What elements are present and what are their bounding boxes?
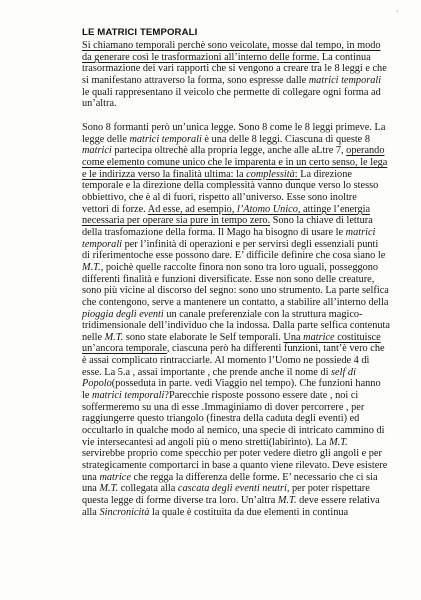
text-line xyxy=(82,343,418,355)
paragraph-body xyxy=(82,122,418,518)
text-line xyxy=(82,378,418,390)
text-line xyxy=(82,180,418,192)
text-line xyxy=(82,52,418,64)
text-line xyxy=(82,367,418,379)
text-run: è una delle 8 leggi. Ciascuna di queste 8 xyxy=(201,133,370,145)
text-line xyxy=(82,145,418,157)
text-run: vie intersecantesi ad angoli più o meno stretti(labirinto). La xyxy=(82,436,330,448)
text-run: collegata alla xyxy=(118,483,178,495)
text-line xyxy=(82,437,418,449)
text-run: una xyxy=(82,471,100,483)
text-run: deve essere relativa xyxy=(296,495,380,506)
text-run: di riferimentoche esse possono dare. E’ difficile definire che cosa siano le xyxy=(82,250,386,262)
text-run: differenti finalità e funzioni diversificate. Esse non sono delle creature, xyxy=(82,273,375,285)
italic-text-run: temporali xyxy=(82,238,123,250)
text-line xyxy=(82,448,418,460)
text-line xyxy=(82,390,418,402)
text-run: esse. La 5.a , assai importante , che prende anche il nome di xyxy=(82,366,332,378)
text-run: che regga la differenza delle forme. E’ necessario che ci sia xyxy=(130,471,378,483)
text-line xyxy=(82,169,418,181)
text-run: temporale e la direzione della complessità vanno dunque verso lo stesso xyxy=(82,180,379,192)
text-run: la quale è costituita da due elementi in continua xyxy=(149,506,349,518)
text-run: necessaria per operare sia pure in tempo zero. xyxy=(82,215,271,227)
text-run: una xyxy=(82,483,100,495)
text-line xyxy=(82,472,418,484)
text-line xyxy=(82,413,418,425)
text-run: le quali rappresentano il veicolo che permette di collegare ogni forma ad xyxy=(82,86,381,98)
text-line xyxy=(82,227,418,239)
italic-text-run: self di xyxy=(331,366,356,378)
text-run: è assai complicato rintracciarle. Al momento l’Uomo ne possiede 4 di xyxy=(82,355,370,367)
italic-text-run: matrici xyxy=(345,226,376,238)
italic-text-run: matrici xyxy=(82,145,112,157)
italic-text-run: Sincronicità xyxy=(99,506,150,518)
text-run: e le indirizza verso la finalità ultima: la xyxy=(82,168,247,180)
italic-text-run: M.T. xyxy=(104,331,124,343)
italic-text-run: complessità xyxy=(246,168,295,180)
text-run: un canale preferenziale con la struttura magico- xyxy=(163,308,363,320)
text-run: costituisce xyxy=(334,331,381,343)
text-run: alla xyxy=(82,506,100,518)
text-line xyxy=(82,460,418,472)
text-run: raggiungerre questo triangolo (finestra della caduta degli eventi) ed xyxy=(82,413,360,425)
text-line xyxy=(82,134,418,146)
text-run: (posseduta in parte. vedi Viaggio nel tempo). Che funzioni hanno xyxy=(111,378,381,390)
italic-text-run: pioggia degli eventi xyxy=(82,308,164,320)
text-run: ?Parecchie risposte possono essere date , noi ci xyxy=(164,390,359,402)
text-line xyxy=(82,40,418,52)
text-line xyxy=(82,122,418,134)
italic-text-run: matrici temporali xyxy=(92,390,165,402)
italic-text-run: matrici temporali xyxy=(308,74,382,86)
text-line xyxy=(82,98,418,110)
text-run: partecipa oltrechè alla propria legge, anche alle aLtre 7, xyxy=(111,145,347,157)
text-run: da generare così le trasformazioni all’interno delle forme. xyxy=(82,51,320,63)
text-run: un’ancora temporale xyxy=(82,343,167,355)
text-line xyxy=(82,425,418,437)
text-run: Sono la chiave di lettura xyxy=(270,215,373,227)
italic-text-run: l’Atomo Unico xyxy=(236,203,298,215)
corner-mark: ´ xyxy=(395,10,399,19)
text-run: , poichè quelle raccolte finora non sono tra loro uguali, posseggono xyxy=(100,261,379,273)
italic-text-run: M.T. xyxy=(277,495,297,506)
text-run: Una xyxy=(283,331,304,343)
text-line xyxy=(82,204,418,216)
italic-text-run: M.T. xyxy=(82,261,101,273)
italic-text-run: Popolo xyxy=(82,378,112,390)
text-run: della trasfomazione della forma. Il Mago ha bisogno di usare le xyxy=(82,226,346,238)
text-run: vettori di forze. xyxy=(82,203,148,215)
text-line xyxy=(82,274,418,286)
text-run: tridimensionale dell’individuo che la indossa. Dalla parte selfica contenuta xyxy=(82,320,390,332)
text-line xyxy=(82,332,418,344)
text-line xyxy=(82,495,418,507)
text-line xyxy=(82,402,418,414)
text-run: come elemento comune unico che le imparenta e in un certo senso, le lega xyxy=(82,156,388,168)
page-title: LE MATRICI TEMPORALI xyxy=(82,27,198,38)
italic-text-run: matrici temporali xyxy=(129,133,202,145)
text-run: , ciascuna però ha differenti funzioni, tant’è vero che xyxy=(166,343,385,355)
text-line xyxy=(82,239,418,251)
text-run: le xyxy=(82,390,93,402)
text-run: operando xyxy=(346,145,385,157)
text-line xyxy=(82,507,418,519)
text-run: legge delle xyxy=(82,133,130,145)
text-run: Sono 8 formanti però un’unica legge. Sono 8 come le 8 leggi primeve. La xyxy=(82,122,386,133)
text-run: che contengono, serve a mantenere un contatto, a stabilire all’interno della xyxy=(82,296,389,308)
italic-text-run: M.T. xyxy=(99,483,119,495)
text-line xyxy=(82,262,418,274)
text-line xyxy=(82,320,418,332)
italic-text-run: cascata degli eventi neutri xyxy=(177,483,287,495)
text-run: servirebbe proprio come specchio per poter vedere dietro gli angoli e per xyxy=(82,448,382,460)
text-run: , per poter rispettare xyxy=(286,483,370,495)
text-line xyxy=(82,285,418,297)
italic-text-run: M.T. xyxy=(329,436,348,448)
text-run: occultarlo in qualche modo al nemico, una specie di intricato cammino di xyxy=(82,425,385,437)
text-line xyxy=(82,250,418,262)
paragraph-intro xyxy=(82,40,418,110)
text-line xyxy=(82,87,418,99)
text-run: nelle xyxy=(82,331,105,343)
text-run: questa legge di forme diverse tra loro. Un’altra xyxy=(82,495,278,506)
text-line xyxy=(82,355,418,367)
italic-text-run: matrice xyxy=(303,331,335,343)
text-run: : xyxy=(294,168,301,180)
text-line xyxy=(82,192,418,204)
text-run: , attinge l’energia xyxy=(297,203,371,215)
text-run: obbiettivo, che è al di fuori, rispetto all’universo. Esse sono inoltre xyxy=(82,191,357,203)
text-run: Ad esse, ad esempio, xyxy=(147,203,237,215)
text-run: La direzione xyxy=(300,168,352,180)
text-line xyxy=(82,297,418,309)
text-line xyxy=(82,63,418,75)
text-line xyxy=(82,483,418,495)
text-run: sono state elaborate le Self temporali. xyxy=(123,331,284,343)
italic-text-run: matrice xyxy=(99,471,131,483)
text-run: Si chiamano temporali perchè sono veicolate, mosse dal tempo, in modo xyxy=(82,40,381,51)
text-run: La continua xyxy=(319,51,371,63)
text-run: un’altra. xyxy=(82,98,117,110)
text-line xyxy=(82,157,418,169)
text-line xyxy=(82,309,418,321)
text-run: strategicamente comportarci in base a quanto viene rilevato. Deve esistere xyxy=(82,460,388,472)
text-line xyxy=(82,75,418,87)
text-run: soffermeremo su una di esse .Immaginiamo di dover percorrere , per xyxy=(82,401,365,413)
text-line xyxy=(82,215,418,227)
text-run: sono più vicine al discorso del segno: sono uno strumento. La parte selfica xyxy=(82,285,389,297)
text-run: per l’infinità di operazioni e per servirsi degli essenziali punti xyxy=(122,238,379,250)
text-run: si manifestano attraverso la forma, sono espresse dalle xyxy=(82,74,309,86)
text-run: trasormazione dei vari rapporti che si vengono a creare tra le 8 leggi e che xyxy=(82,63,387,75)
